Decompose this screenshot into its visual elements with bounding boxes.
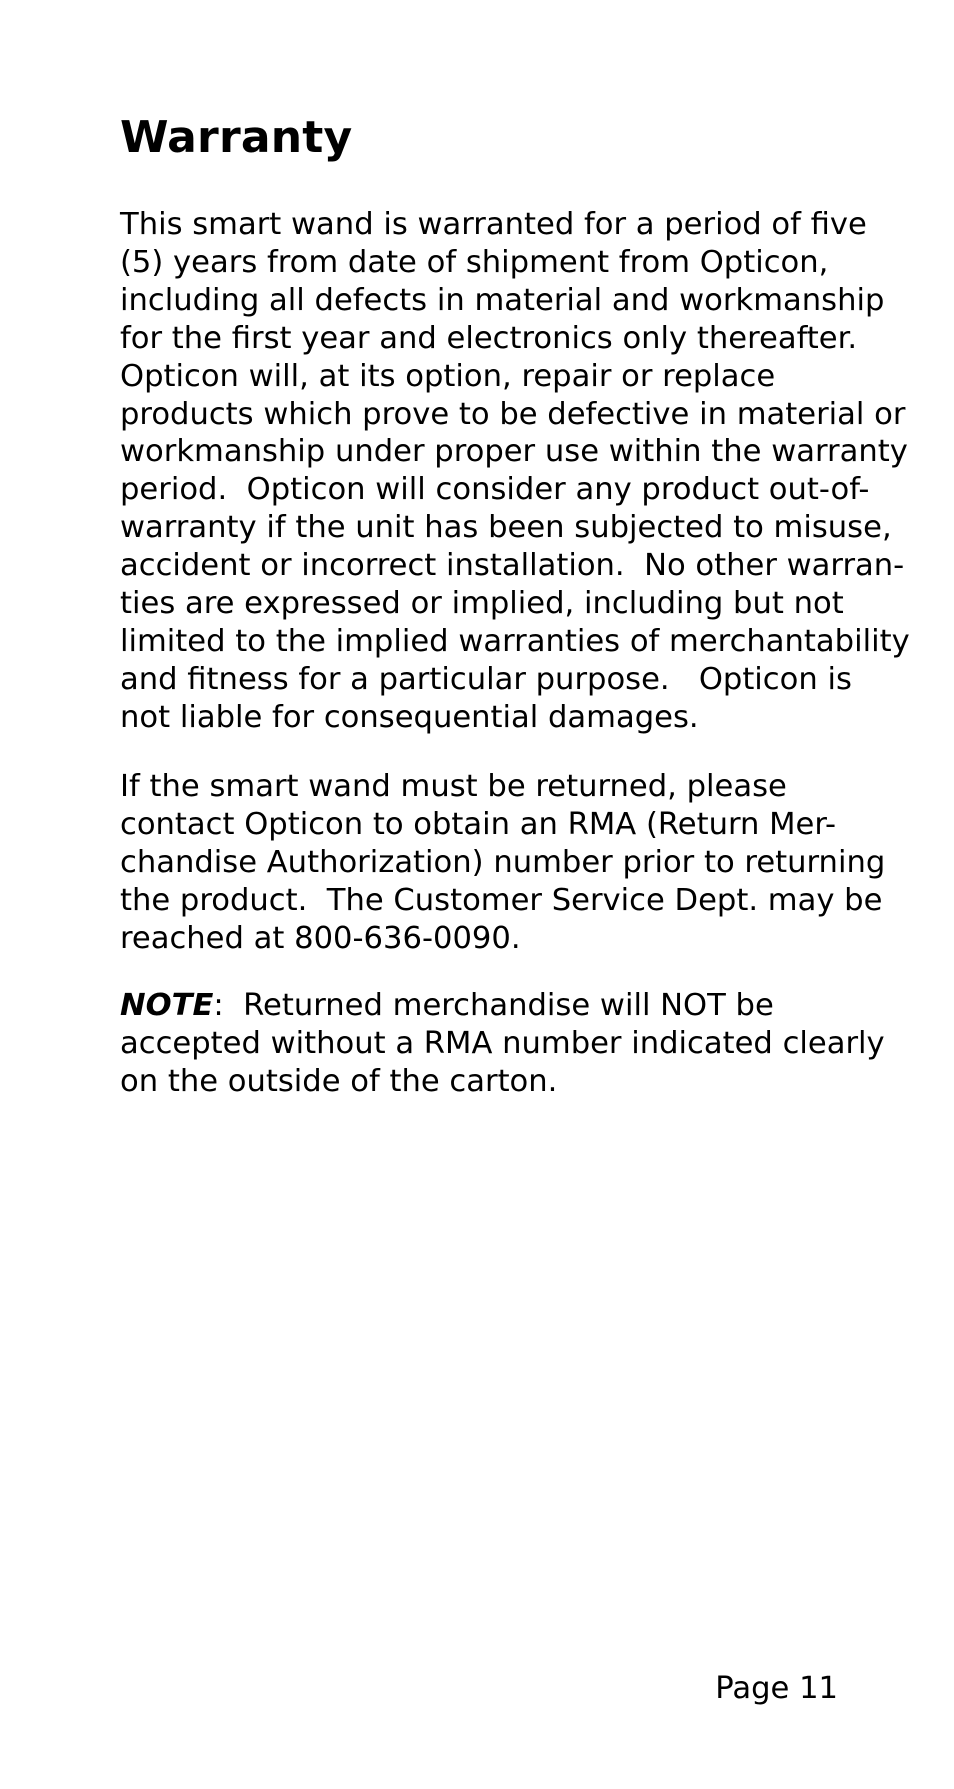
warranty-terms-paragraph xyxy=(120,206,910,737)
text-line: not liable for consequential damages. xyxy=(120,699,699,735)
page-title: Warranty xyxy=(120,112,353,163)
return-policy-paragraph xyxy=(120,768,885,958)
text-line: including all defects in material and workmanship xyxy=(120,282,885,318)
text-line: Opticon will, at its option, repair or replace xyxy=(120,358,776,394)
text-line: If the smart wand must be returned, please xyxy=(120,769,787,804)
document-page xyxy=(120,0,910,1789)
note-label: NOTE xyxy=(120,988,214,1023)
note-paragraph xyxy=(120,987,885,1101)
text-line xyxy=(120,987,885,1025)
text-line: accident or incorrect installation. No other warran- xyxy=(120,548,905,584)
text-line: workmanship under proper use within the warranty xyxy=(120,434,908,470)
note-text: : Returned merchandise will NOT be xyxy=(213,988,774,1023)
text-line: (5) years from date of shipment from Opticon, xyxy=(120,244,829,280)
text-line: period. Opticon will consider any product out-of- xyxy=(120,472,870,508)
text-line: and fitness for a particular purpose. Opticon is xyxy=(120,661,852,697)
text-line: products which prove to be defective in material or xyxy=(120,396,906,432)
text-line: the product. The Customer Service Dept. may be xyxy=(120,882,883,918)
text-line: accepted without a RMA number indicated clearly xyxy=(120,1025,885,1061)
page-number: Page 11 xyxy=(715,1671,838,1706)
text-line: limited to the implied warranties of merchantability xyxy=(120,623,910,659)
text-line: on the outside of the carton. xyxy=(120,1063,558,1099)
text-line: contact Opticon to obtain an RMA (Return Mer- xyxy=(120,806,837,842)
text-line: chandise Authorization) number prior to returning xyxy=(120,844,886,880)
text-line: reached at 800-636-0090. xyxy=(120,920,521,956)
text-line: ties are expressed or implied, including but not xyxy=(120,586,844,622)
text-line: This smart wand is warranted for a period of five xyxy=(120,207,867,242)
text-line: for the first year and electronics only thereafter. xyxy=(120,320,858,356)
text-line: warranty if the unit has been subjected to misuse, xyxy=(120,510,892,546)
